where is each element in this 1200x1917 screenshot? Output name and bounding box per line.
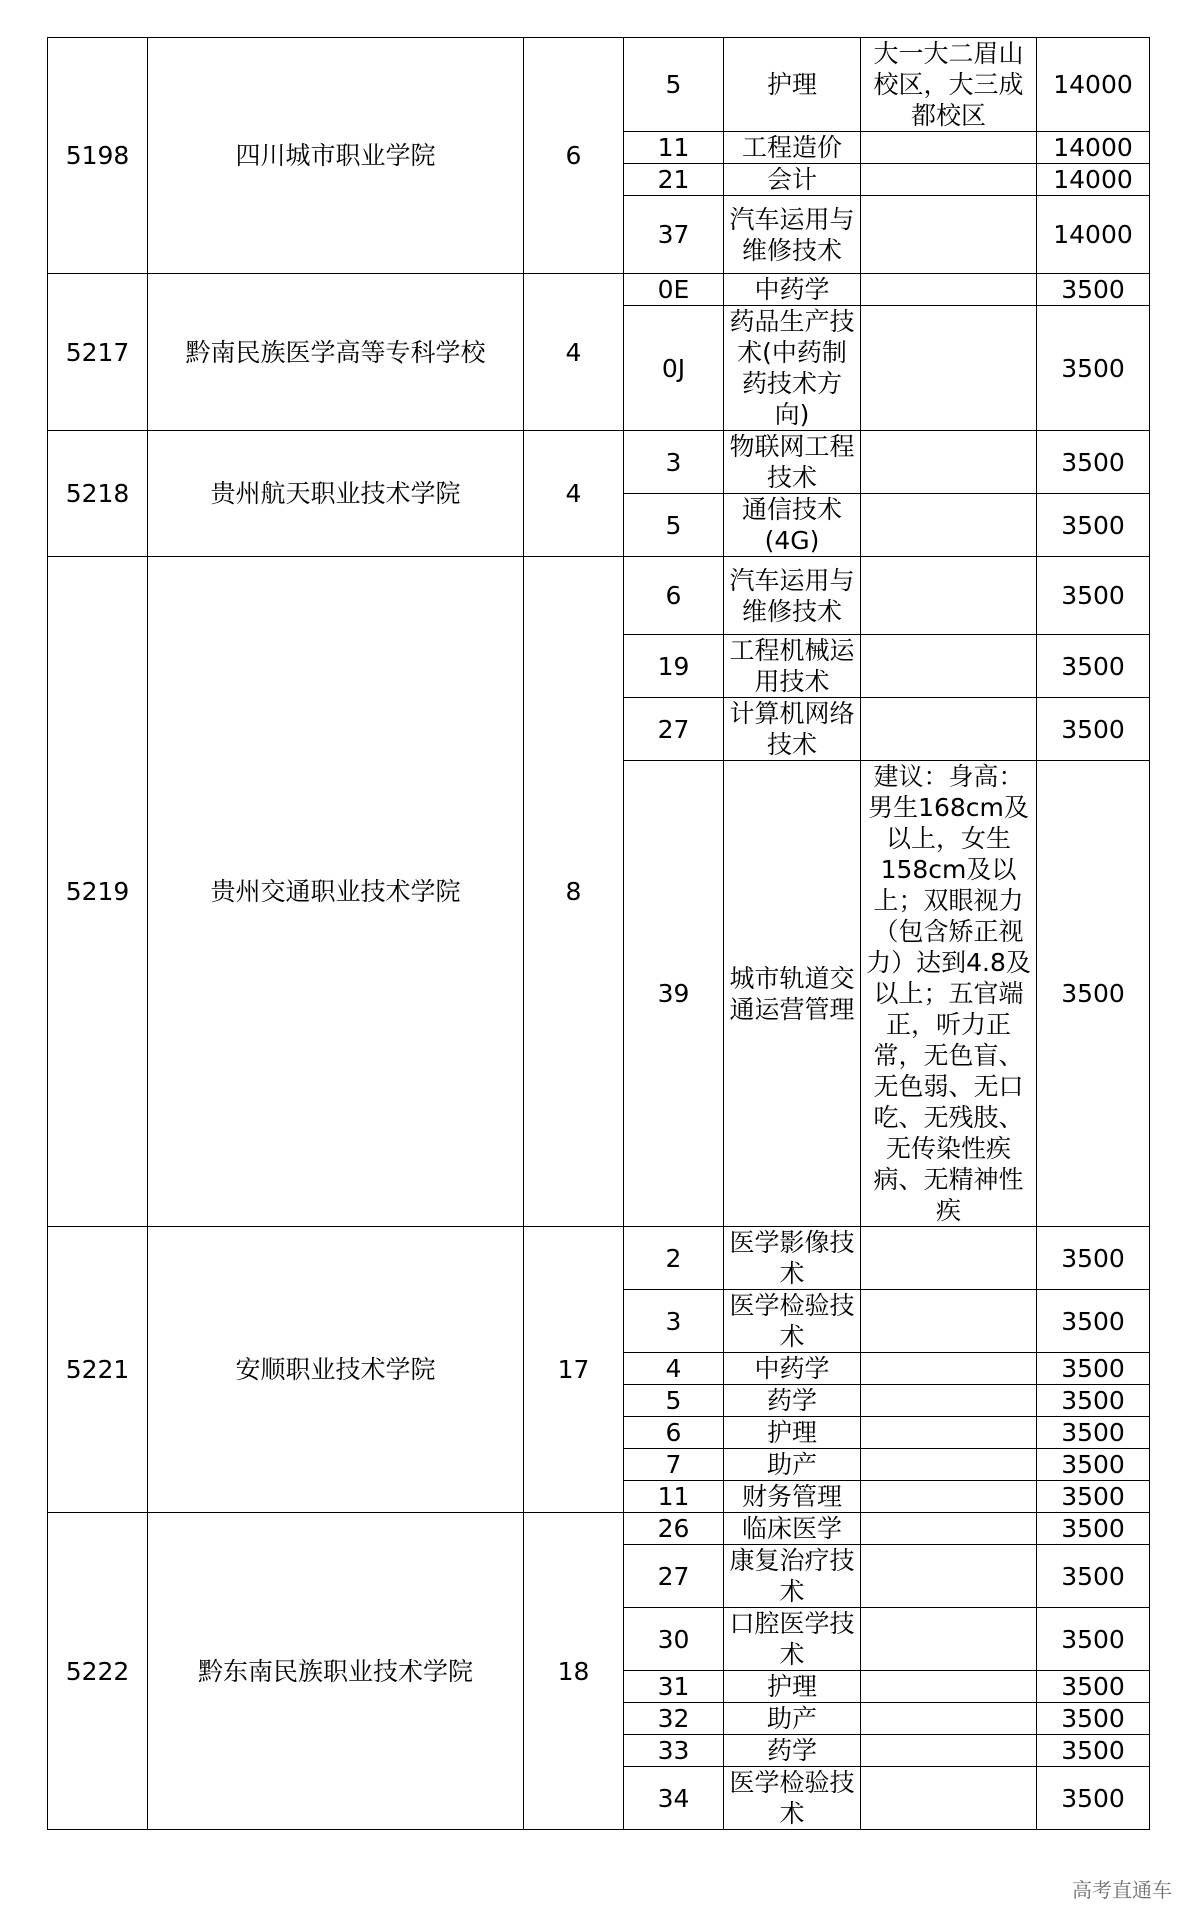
- major-name: 护理: [724, 1417, 861, 1449]
- table-row: [48, 274, 1150, 306]
- major-code: 6: [624, 1417, 724, 1449]
- major-code: 27: [624, 1545, 724, 1608]
- major-note: [861, 494, 1037, 557]
- major-code: 34: [624, 1767, 724, 1830]
- major-note: [861, 431, 1037, 494]
- tuition-fee: 3500: [1037, 1767, 1150, 1830]
- major-note: [861, 196, 1037, 274]
- major-name: 助产: [724, 1449, 861, 1481]
- major-name: 临床医学: [724, 1513, 861, 1545]
- tuition-fee: 14000: [1037, 38, 1150, 132]
- major-note: [861, 1227, 1037, 1290]
- major-note-text: 大一大二眉山校区，大三成都校区: [873, 39, 1024, 130]
- major-note: [861, 1767, 1037, 1830]
- tuition-fee: 3500: [1037, 1545, 1150, 1608]
- major-note: [861, 1513, 1037, 1545]
- major-name: 通信技术(4G): [724, 494, 861, 557]
- plan-count: 4: [524, 431, 624, 557]
- plan-count: 6: [524, 38, 624, 274]
- major-code: 26: [624, 1513, 724, 1545]
- table-row: [48, 38, 1150, 132]
- major-note: [861, 557, 1037, 635]
- tuition-fee: 14000: [1037, 196, 1150, 274]
- admission-plan-body: [48, 38, 1150, 1830]
- major-name: 医学检验技术: [724, 1767, 861, 1830]
- major-name: 财务管理: [724, 1481, 861, 1513]
- major-code: 2: [624, 1227, 724, 1290]
- table-row: [48, 1227, 1150, 1290]
- major-name: 汽车运用与维修技术: [724, 196, 861, 274]
- major-name: 护理: [724, 1671, 861, 1703]
- tuition-fee: 3500: [1037, 698, 1150, 761]
- tuition-fee: 14000: [1037, 164, 1150, 196]
- major-code: 3: [624, 431, 724, 494]
- tuition-fee: 3500: [1037, 1417, 1150, 1449]
- major-note: [861, 1703, 1037, 1735]
- major-name: 药学: [724, 1385, 861, 1417]
- major-code: 6: [624, 557, 724, 635]
- school-name: 贵州交通职业技术学院: [148, 557, 524, 1227]
- major-code: 0E: [624, 274, 724, 306]
- major-name: 城市轨道交通运营管理: [724, 761, 861, 1227]
- tuition-fee: 3500: [1037, 494, 1150, 557]
- major-code: 7: [624, 1449, 724, 1481]
- major-code: 30: [624, 1608, 724, 1671]
- school-code: 5221: [48, 1227, 148, 1513]
- major-name: 护理: [724, 38, 861, 132]
- major-code: 19: [624, 635, 724, 698]
- tuition-fee: 3500: [1037, 1290, 1150, 1353]
- major-note: [861, 1481, 1037, 1513]
- tuition-fee: 3500: [1037, 1513, 1150, 1545]
- tuition-fee: 3500: [1037, 1608, 1150, 1671]
- major-name: 工程机械运用技术: [724, 635, 861, 698]
- major-code: 39: [624, 761, 724, 1227]
- major-code: 5: [624, 494, 724, 557]
- tuition-fee: 3500: [1037, 306, 1150, 431]
- tuition-fee: 3500: [1037, 1227, 1150, 1290]
- table-row: [48, 1513, 1150, 1545]
- major-code: 33: [624, 1735, 724, 1767]
- major-name: 中药学: [724, 1353, 861, 1385]
- major-note: [861, 132, 1037, 164]
- major-code: 32: [624, 1703, 724, 1735]
- major-note: [861, 1353, 1037, 1385]
- tuition-fee: 3500: [1037, 761, 1150, 1227]
- major-note-text: 建议：身高：男生168cm及以上，女生158cm及以上；双眼视力（包含矫正视力）达到4.8及以上；五官端正，听力正常，无色盲、无色弱、无口吃、无残肢、无传染性疾病、无精神性疾: [866, 762, 1031, 1225]
- major-note: [861, 698, 1037, 761]
- major-name: 药学: [724, 1735, 861, 1767]
- tuition-fee: 3500: [1037, 1449, 1150, 1481]
- plan-count: 18: [524, 1513, 624, 1830]
- major-code: 4: [624, 1353, 724, 1385]
- major-note: [861, 306, 1037, 431]
- major-name: 医学检验技术: [724, 1290, 861, 1353]
- major-name: 会计: [724, 164, 861, 196]
- major-code: 3: [624, 1290, 724, 1353]
- school-name: 贵州航天职业技术学院: [148, 431, 524, 557]
- major-code: 0J: [624, 306, 724, 431]
- school-code: 5218: [48, 431, 148, 557]
- major-code: 37: [624, 196, 724, 274]
- major-name: 工程造价: [724, 132, 861, 164]
- major-note: [861, 1449, 1037, 1481]
- major-code: 11: [624, 132, 724, 164]
- tuition-fee: 3500: [1037, 557, 1150, 635]
- major-note: [861, 164, 1037, 196]
- school-name: 四川城市职业学院: [148, 38, 524, 274]
- school-code: 5219: [48, 557, 148, 1227]
- tuition-fee: 3500: [1037, 274, 1150, 306]
- tuition-fee: 3500: [1037, 1385, 1150, 1417]
- major-note: [861, 1735, 1037, 1767]
- major-code: 11: [624, 1481, 724, 1513]
- tuition-fee: 3500: [1037, 1481, 1150, 1513]
- major-note: [861, 1608, 1037, 1671]
- major-name: 助产: [724, 1703, 861, 1735]
- tuition-fee: 3500: [1037, 1703, 1150, 1735]
- admission-plan-table: [47, 37, 1150, 1830]
- plan-count: 8: [524, 557, 624, 1227]
- tuition-fee: 3500: [1037, 431, 1150, 494]
- school-code: 5198: [48, 38, 148, 274]
- major-name: 汽车运用与维修技术: [724, 557, 861, 635]
- school-name: 黔南民族医学高等专科学校: [148, 274, 524, 431]
- major-code: 5: [624, 38, 724, 132]
- plan-count: 17: [524, 1227, 624, 1513]
- school-name: 安顺职业技术学院: [148, 1227, 524, 1513]
- major-code: 27: [624, 698, 724, 761]
- major-name: 计算机网络技术: [724, 698, 861, 761]
- tuition-fee: 14000: [1037, 132, 1150, 164]
- major-name: 物联网工程技术: [724, 431, 861, 494]
- tuition-fee: 3500: [1037, 1735, 1150, 1767]
- major-name: 医学影像技术: [724, 1227, 861, 1290]
- major-name: 口腔医学技术: [724, 1608, 861, 1671]
- table-row: [48, 431, 1150, 494]
- major-note: [861, 1671, 1037, 1703]
- tuition-fee: 3500: [1037, 635, 1150, 698]
- tuition-fee: 3500: [1037, 1671, 1150, 1703]
- major-note: [861, 1545, 1037, 1608]
- major-name: 中药学: [724, 274, 861, 306]
- major-name: 药品生产技术(中药制药技术方向): [724, 306, 861, 431]
- major-code: 21: [624, 164, 724, 196]
- major-note: [861, 761, 1037, 1227]
- table-row: [48, 557, 1150, 635]
- major-note: [861, 1385, 1037, 1417]
- major-name: 康复治疗技术: [724, 1545, 861, 1608]
- major-note: [861, 1290, 1037, 1353]
- school-name: 黔东南民族职业技术学院: [148, 1513, 524, 1830]
- major-note: [861, 1417, 1037, 1449]
- watermark: 高考直通车: [1072, 1878, 1172, 1902]
- major-note: [861, 38, 1037, 132]
- major-code: 5: [624, 1385, 724, 1417]
- major-note: [861, 274, 1037, 306]
- tuition-fee: 3500: [1037, 1353, 1150, 1385]
- plan-count: 4: [524, 274, 624, 431]
- major-note: [861, 635, 1037, 698]
- school-code: 5217: [48, 274, 148, 431]
- major-code: 31: [624, 1671, 724, 1703]
- school-code: 5222: [48, 1513, 148, 1830]
